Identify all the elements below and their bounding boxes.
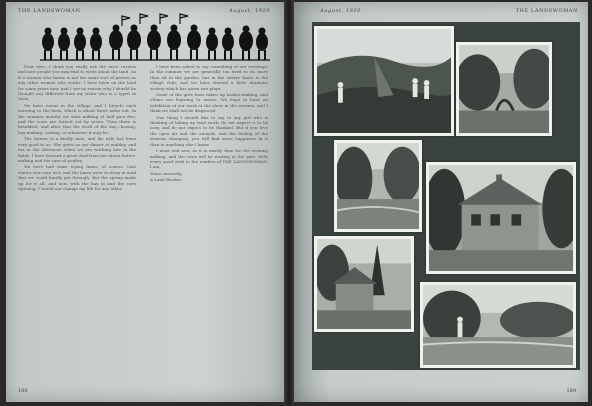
paragraph: The farmer is a kindly man, and his wife has been very good to us. She gives us our dinner at midday, and tea in the afternoon when we are working late in the fields. I have learned a great deal from her about butter-making and the care of poultry.	[18, 136, 136, 163]
right-page	[294, 2, 588, 402]
figure-10	[206, 28, 218, 61]
silhouette-banner-illustration	[34, 12, 274, 62]
photo-garden-arch	[456, 42, 552, 136]
figure-9	[187, 25, 201, 61]
closing: Yours sincerely,	[150, 170, 183, 176]
figure-11	[222, 28, 234, 61]
banner-flags	[122, 14, 188, 26]
figure-4	[90, 28, 102, 61]
left-header-title: THE LANDSWOMAN	[18, 8, 81, 14]
left-page-number: 188	[18, 388, 28, 394]
figure-8	[167, 25, 181, 61]
figure-2	[58, 28, 70, 61]
figure-6	[127, 25, 141, 61]
photo-pond-with-figure	[420, 282, 576, 368]
photo-rock-garden-with-women	[314, 26, 454, 136]
book-gutter	[284, 0, 294, 406]
figure-13	[256, 28, 268, 61]
figure-5	[109, 25, 123, 61]
right-page-number: 189	[566, 388, 576, 394]
photo-cottage-and-trees	[314, 236, 414, 332]
photo-manor-house	[426, 162, 576, 274]
signature: A Land Worker.	[150, 177, 183, 183]
paragraph: Dear sirs,—I think you really ask the most curious and nice people you may find to write about the land. As if a woman who farms is not the same sort of person as any other woman who works. I have been on the land for some years now, and I see no reason why I should be thought any different from my sister who is a typist in town.	[18, 64, 136, 102]
photo-riverbank	[334, 140, 422, 232]
figure-3	[74, 28, 86, 61]
right-header-title: THE LANDSWOMAN	[515, 8, 578, 14]
text-column-2	[150, 64, 268, 379]
paragraph: I must end now, as it is nearly time for the evening milking, and the cows will be waiting at the gate. With every good wish to the readers of THE LANDSWOMAN, I am,	[150, 148, 268, 170]
figure-12	[239, 26, 253, 61]
left-page	[6, 2, 284, 402]
paragraph: Some of the girls have taken up basket-making, and others are learning to weave. We hope to have an exhibition of our work at the show in the autumn, and I think we shall not be disgraced.	[150, 92, 268, 114]
left-header-date: August, 1920	[229, 8, 270, 14]
paragraph: I have been asked to say something of our evenings. In the summer we are generally too tired to do more than sit in the garden, but in the winter there is the village club, and we have started a little dramatic society which has given two plays.	[150, 64, 268, 91]
figure-1	[42, 28, 54, 61]
paragraph: One thing I should like to say to any girl who is thinking of taking up land work: do not expect it to be easy, and do not expect to be thanked. But if you love the open air and the animals, and the feeling of the seasons changing, you will find more happiness in it than in anything else I know.	[150, 114, 268, 147]
right-header-date: August, 1920	[320, 8, 361, 14]
paragraph: We have had some trying times, of course. Last winter was very wet, and the lanes were so deep in mud that we could hardly get through. But the spring made up for it all, and now, with the hay in and the corn ripening, I would not change my life for any other.	[18, 164, 136, 191]
paragraph: We have rooms in the village, and I bicycle each morning to the farm, which is about three miles out. In the summer months we start milking at half past five, and the cows are turned out by seven. Then there is breakfast, and after that the work of the day—hoeing, hay-making, carting, or whatever it may be.	[18, 102, 136, 135]
figure-7	[147, 25, 161, 61]
text-column-1	[18, 64, 136, 379]
